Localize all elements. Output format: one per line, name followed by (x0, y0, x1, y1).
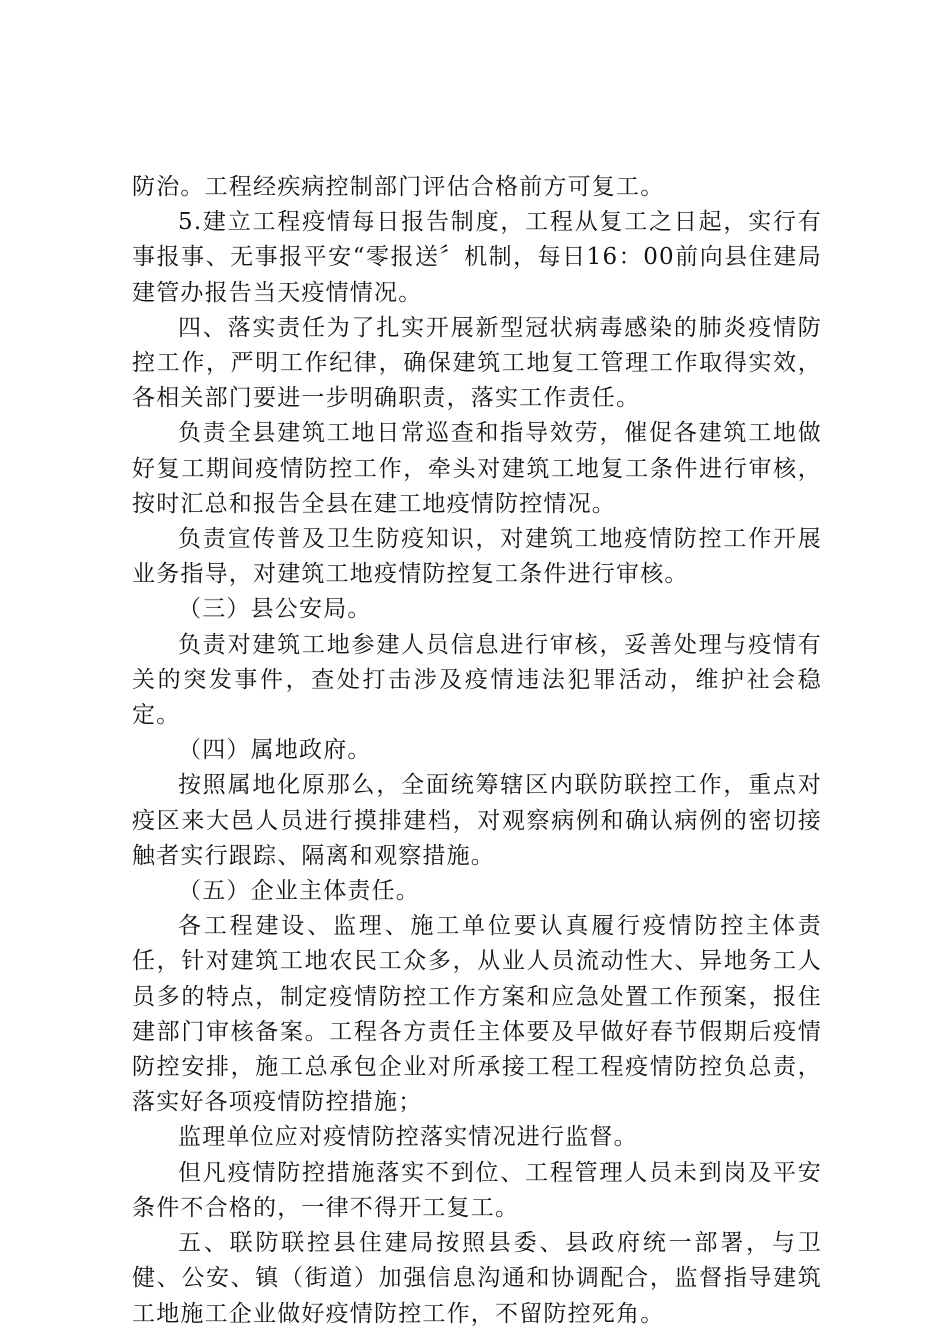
paragraph-0: 防治。工程经疾病控制部门评估合格前方可复工。 (132, 174, 665, 200)
document-body (132, 170, 822, 1332)
paragraph-9: （五）企业主体责任。 (178, 878, 420, 905)
paragraph-3: 负责全县建筑工地日常巡查和指导效劳，催促各建筑工地做好复工期间疫情防控工作，牵头对建筑工地复工条件进行审核，按时汇总和报告全县在建工地疫情防控情况。 (132, 420, 822, 517)
paragraph-11: 监理单位应对疫情防控落实情况进行监督。 (178, 1124, 638, 1151)
paragraph-7: （四）属地政府。 (178, 737, 372, 764)
paragraph-6: 负责对建筑工地参建人员信息进行审核，妥善处理与疫情有关的突发事件，查处打击涉及疫情违法犯罪活动，维护社会稳定。 (132, 631, 822, 729)
paragraph-5: （三）县公安局。 (178, 596, 372, 623)
paragraph-1: 5.建立工程疫情每日报告制度，工程从复工之日起，实行有事报事、无事报平安“零报送〞机制，每日16：00前向县住建局建管办报告当天疫情情况。 (132, 209, 822, 306)
paragraph-13: 五、联防联控县住建局按照县委、县政府统一部署，与卫健、公安、镇（街道）加强信息沟通和协调配合，监督指导建筑工地施工企业做好疫情防控工作，不留防控死角。 (132, 1230, 822, 1327)
paragraph-8: 按照属地化原那么，全面统筹辖区内联防联控工作，重点对疫区来大邑人员进行摸排建档，对观察病例和确认病例的密切接触者实行跟踪、隔离和观察措施。 (132, 772, 822, 869)
paragraph-2: 四、落实责任为了扎实开展新型冠状病毒感染的肺炎疫情防控工作，严明工作纪律，确保建筑工地复工管理工作取得实效，各相关部门要进一步明确职责，落实工作责任。 (132, 314, 822, 412)
paragraph-12: 但凡疫情防控措施落实不到位、工程管理人员未到岗及平安条件不合格的，一律不得开工复工。 (132, 1159, 822, 1221)
paragraph-4: 负责宣传普及卫生防疫知识，对建筑工地疫情防控工作开展业务指导，对建筑工地疫情防控复工条件进行审核。 (132, 526, 822, 588)
paragraph-10: 各工程建设、监理、施工单位要认真履行疫情防控主体责任，针对建筑工地农民工众多，从业人员流动性大、异地务工人员多的特点，制定疫情防控工作方案和应急处置工作预案，报住建部门审核备案。工程各方责任主体要及早做好春节假期后疫情防控安排，施工总承包企业对所承接工程工程疫情防控负总责，落实好各项疫情防控措施； (132, 913, 822, 1116)
